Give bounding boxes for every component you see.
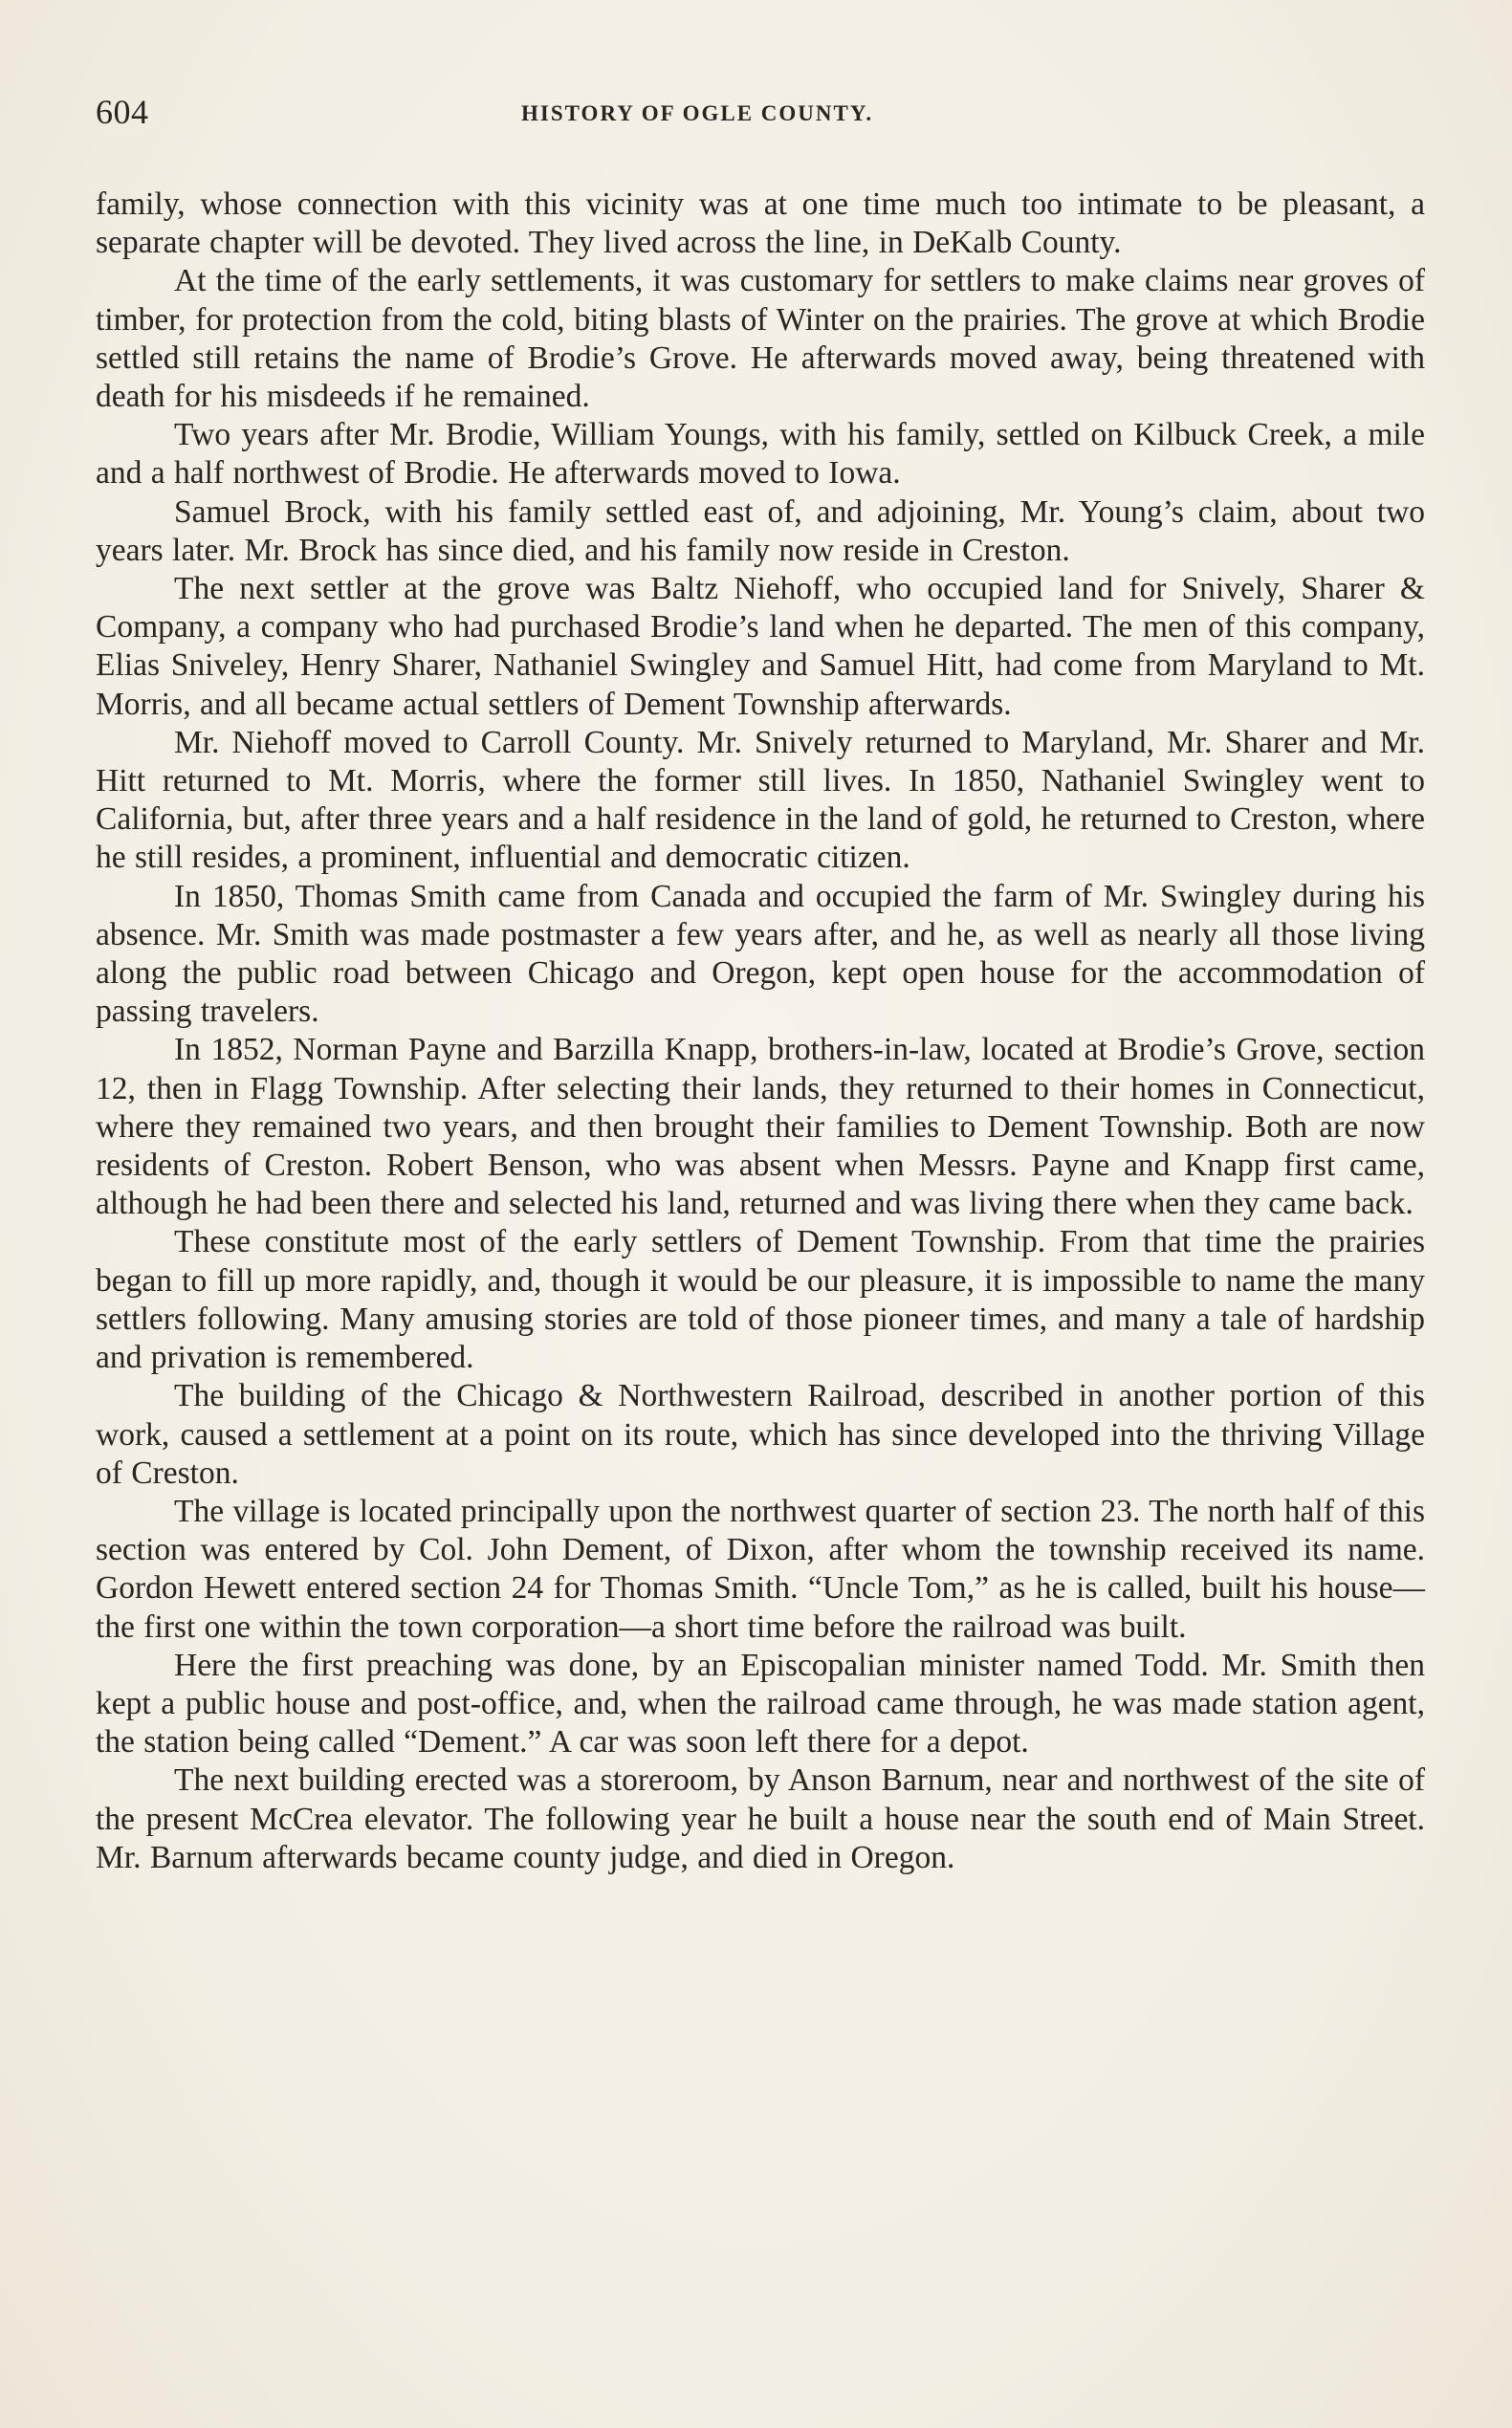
page-number: 604 [96,93,149,131]
paragraph: Samuel Brock, with his family settled east of, and adjoining, Mr. Young’s claim, about two years later. Mr. Brock has since died, and his family now reside in Creston. [96,493,1425,568]
paragraph: At the time of the early settlements, it was customary for settlers to make claims near groves of timber, for protection from the cold, biting blasts of Winter on the prairies. The grove at which Brodie settled still retains the name of Brodie’s Grove. He afterwards moved away, being threatened with death for his misdeeds if he remained. [96,263,1425,415]
paragraph: The building of the Chicago & Northwestern Railroad, described in another portion of this work, caused a settlement at a point on its route, which has since developed into the thriving Village of Creston. [96,1378,1425,1491]
paragraph: The village is located principally upon the northwest quarter of section 23. The north half of this section was entered by Col. John Dement, of Dixon, after whom the township received its name. Gordon Hewett entered section 24 for Thomas Smith. “Uncle Tom,” as he is called, built his house—the first one within the town corporation—a short time before the railroad was built. [96,1493,1425,1645]
running-head: HISTORY OF OGLE COUNTY. [521,101,874,125]
paragraph: The next settler at the grove was Baltz Niehoff, who occupied land for Snively, Sharer & Company, a company who had purchased Brodie’s land when he departed. The men of this company, Elias Sniveley, Henry Sharer, Nathaniel Swingley and Samuel Hitt, had come from Maryland to Mt. Morris, and all became actual settlers of Dement Township afterwards. [96,571,1425,722]
paragraph: family, whose connection with this vicinity was at one time much too intimate to be pleasant, a separate chapter will be devoted. They lived across the line, in DeKalb County. [96,186,1425,261]
paragraph: The next building erected was a storeroom, by Anson Barnum, near and northwest of the site of the present McCrea elevator. The following year he built a house near the south end of Main Street. Mr. Barnum afterwards became county judge, and died in Oregon. [96,1762,1425,1875]
paragraph: Two years after Mr. Brodie, William Youngs, with his family, settled on Kilbuck Creek, a mile and a half northwest of Brodie. He afterwards moved to Iowa. [96,417,1425,492]
paragraph: These constitute most of the early settlers of Dement Township. From that time the prairies began to fill up more rapidly, and, though it would be our pleasure, it is impossible to name the many settlers following. Many amusing stories are told of those pioneer times, and many a tale of hardship and privation is remembered. [96,1224,1425,1376]
page-header [96,92,1435,149]
paragraph: Here the first preaching was done, by an Episcopalian minister named Todd. Mr. Smith then kept a public house and post-office, and, when the railroad came through, he was made station agent, the station being called “Dement.” A car was soon left there for a depot. [96,1647,1425,1761]
paragraph: In 1850, Thomas Smith came from Canada and occupied the farm of Mr. Swingley during his absence. Mr. Smith was made postmaster a few years after, and he, as well as nearly all those living along the public road between Chicago and Oregon, kept open house for the accommodation of passing travelers. [96,878,1425,1030]
paragraph: Mr. Niehoff moved to Carroll County. Mr. Snively returned to Maryland, Mr. Sharer and Mr. Hitt returned to Mt. Morris, where the former still lives. In 1850, Nathaniel Swingley went to California, but, after three years and a half residence in the land of gold, he returned to Creston, where he still resides, a prominent, influential and democratic citizen. [96,724,1425,876]
page-body [96,186,1425,1877]
paragraph: In 1852, Norman Payne and Barzilla Knapp, brothers-in-law, located at Brodie’s Grove, section 12, then in Flagg Township. After selecting their lands, they returned to their homes in Connecticut, where they remained two years, and then brought their families to Dement Township. Both are now residents of Creston. Robert Benson, who was absent when Messrs. Payne and Knapp first came, although he had been there and selected his land, returned and was living there when they came back. [96,1032,1425,1222]
